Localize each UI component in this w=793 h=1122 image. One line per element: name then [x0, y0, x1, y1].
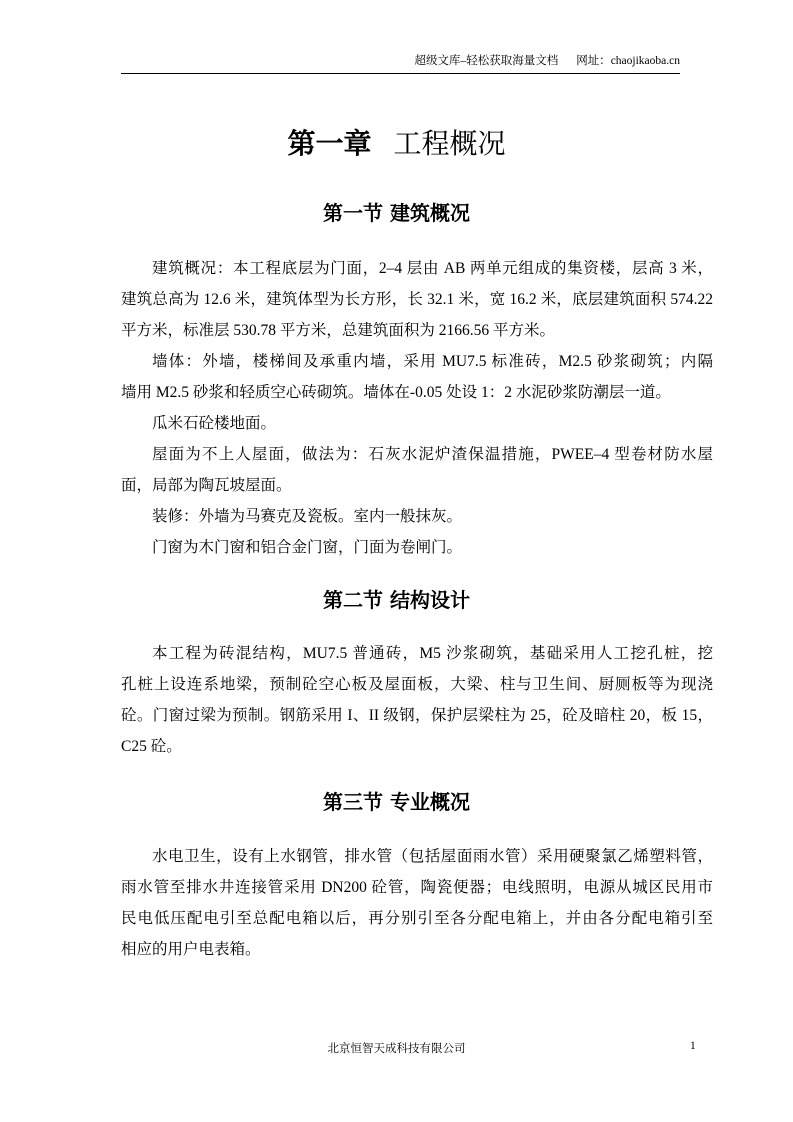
paragraph-line: 建筑概况：本工程底层为门面，2–4 层由 AB 两单元组成的集资楼，层高 3 米，	[152, 260, 713, 277]
section-3-body	[121, 841, 713, 965]
paragraph-line: 门窗为木门窗和铝合金门窗，门面为卷闸门。	[152, 539, 463, 556]
header-site: 超级文库–轻松获取海量文档	[414, 55, 559, 67]
section-heading-3: 第三节 专业概况	[323, 790, 470, 814]
section-heading-2: 第二节 结构设计	[323, 588, 470, 612]
paragraph-line: 墙用 M2.5 砂浆和轻质空心砖砌筑。墙体在-0.05 处设 1：2 水泥砂浆防潮层一道。	[121, 384, 671, 401]
paragraph-line: 瓜米石砼楼地面。	[152, 415, 277, 432]
chapter-title	[0, 127, 793, 163]
page-header	[121, 52, 680, 74]
section-2-body	[121, 638, 713, 762]
paragraph-line: 孔桩上设连系地梁，预制砼空心板及屋面板，大梁、柱与卫生间、厨厕板等为现浇	[121, 676, 713, 693]
section-heading-1: 第一节 建筑概况	[323, 201, 470, 225]
paragraph-line: 屋面为不上人屋面，做法为：石灰水泥炉渣保温措施，PWEE–4 型卷材防水屋	[152, 446, 713, 463]
paragraph-line: 面，局部为陶瓦坡屋面。	[121, 477, 292, 494]
paragraph-line: 建筑总高为 12.6 米，建筑体型为长方形，长 32.1 米，宽 16.2 米，底层建筑面积 574.22	[121, 291, 713, 308]
paragraph-line: C25 砼。	[121, 738, 182, 755]
paragraph-line: 装修：外墙为马赛克及瓷板。室内一般抹灰。	[152, 508, 463, 525]
paragraph-line: 雨水管至排水井连接管采用 DN200 砼管，陶瓷便器；电线照明，电源从城区民用市	[121, 879, 713, 896]
paragraph-line: 相应的用户电表箱。	[121, 941, 261, 958]
header-url: 网址：chaojikaoba.cn	[576, 55, 680, 67]
paragraph-line: 墙体：外墙，楼梯间及承重内墙，采用 MU7.5 标准砖，M2.5 砂浆砌筑；内隔	[152, 353, 713, 370]
chapter-number: 第一章	[287, 129, 372, 160]
page-number: 1	[690, 1040, 696, 1052]
paragraph-line: 本工程为砖混结构，MU7.5 普通砖，M5 沙浆砌筑，基础采用人工挖孔桩，挖	[152, 645, 713, 662]
section-1-body	[121, 253, 713, 563]
footer-company: 北京恒智天成科技有限公司	[327, 1043, 466, 1055]
paragraph-line: 砼。门窗过梁为预制。钢筋采用 I、II 级钢，保护层梁柱为 25，砼及暗柱 20，板 15，	[121, 707, 713, 724]
paragraph-line: 水电卫生，设有上水钢管，排水管（包括屋面雨水管）采用硬聚氯乙烯塑料管，	[152, 848, 713, 865]
chapter-name: 工程概况	[393, 129, 506, 160]
paragraph-line: 民电低压配电引至总配电箱以后，再分别引至各分配电箱上，并由各分配电箱引至	[121, 910, 713, 927]
paragraph-line: 平方米，标准层 530.78 平方米，总建筑面积为 2166.56 平方米。	[121, 322, 556, 339]
